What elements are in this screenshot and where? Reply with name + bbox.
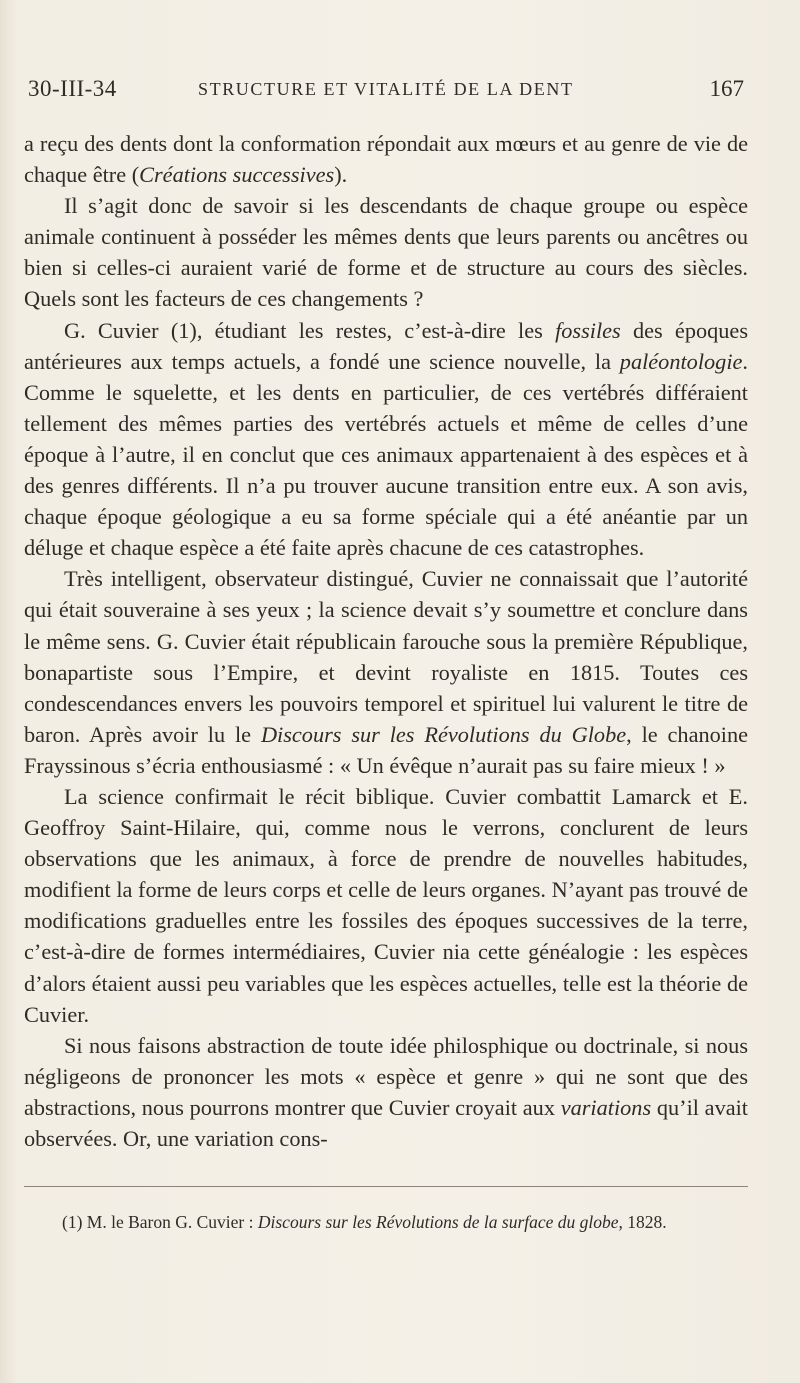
paragraph-1-italic: Créations successives <box>139 162 335 188</box>
paragraph-5: La science confirmait le récit biblique. Cuvier combattit Lamarck et E. Geoffroy Saint-Hilaire, qui, comme nous le verrons, conclurent de leurs observations que les animaux, à force de prendre de nouvelles habitudes, modifient la forme de leurs corps et celle de leurs organes. N’ayant pas trouvé de modifications graduelles entre les fossiles des époques successives de la terre, c’est-à-dire de formes intermédiaires, Cuvier nia cette généalogie : les espèces d’alors étaient aussi peu variables que les espèces actuelles, telle est la théorie de Cuvier. <box>24 783 748 1027</box>
header-title: STRUCTURE ET VITALITÉ DE LA DENT <box>198 79 574 99</box>
page-number: 167 <box>709 76 744 101</box>
paragraph-6 <box>24 1030 748 1154</box>
running-header <box>28 76 744 106</box>
paragraph-3-text-a: G. Cuvier (1), étudiant les restes, c’est-à-dire les <box>64 317 556 343</box>
footnote-text-b: , 1828. <box>618 1212 667 1232</box>
paragraph-3-italic-paleontologie: paléontologie <box>619 348 743 374</box>
header-date: 30-III-34 <box>28 76 117 101</box>
paragraph-1 <box>24 128 748 190</box>
paragraph-2: Il s’agit donc de savoir si les descendants de chaque groupe ou espèce animale continuent à posséder les mêmes dents que leurs parents ou ancêtres ou bien si celles-ci auraient varié de forme et de structure au cours des siècles. Quels sont les facteurs de ces changements ? <box>24 193 748 312</box>
paragraph-6-text-b: qu’il avait observées. Or, une variation cons- <box>24 1094 749 1151</box>
footnote-divider <box>24 1186 748 1187</box>
paragraph-1-text: a reçu des dents dont la conformation répondait aux mœurs et au genre de vie de chaque être ( <box>24 131 748 188</box>
paragraph-6-italic: variations <box>560 1094 652 1120</box>
footnote-italic-title: Discours sur les Révolutions de la surface du globe <box>257 1212 619 1232</box>
footnote-text-a: (1) M. le Baron G. Cuvier : <box>62 1212 258 1232</box>
paragraph-3-italic-fossiles: fossiles <box>555 317 621 343</box>
paragraph-6-text-a: Si nous faisons abstraction de toute idée philosphique ou doctrinale, si nous négligeons de prononcer les mots « espèce et genre » qui ne sont que des abstractions, nous pourrons montrer que Cuvier croyait aux <box>24 1032 748 1120</box>
paragraph-4-italic-title: Discours sur les Révolutions du Globe <box>260 721 627 747</box>
paragraph-4-text-b: , le chanoine Frayssinous s’écria enthousiasmé : « Un évêque n’aurait pas su faire mieux ! » <box>24 721 749 778</box>
paragraph-4-text-a: Très intelligent, observateur distingué, Cuvier ne connaissait que l’autorité qui était souveraine à ses yeux ; la science devait s’y soumettre et conclure dans le même sens. G. Cuvier était républicain farouche sous la première République, bonapartiste sous l’Empire, et devint royaliste en 1815. Toutes ces condescendances envers les pouvoirs temporel et spirituel lui valurent le titre de baron. Après avoir lu le <box>24 566 748 747</box>
paragraph-1-end: ). <box>334 162 348 188</box>
paragraph-4 <box>24 563 748 781</box>
footnote <box>24 1210 748 1234</box>
paragraph-3 <box>24 315 748 564</box>
paragraph-3-text-b: des époques antérieures aux temps actuels, a fondé une science nouvelle, la <box>24 317 748 374</box>
body-text <box>24 128 748 1154</box>
paragraph-3-text-c: . Comme le squelette, et les dents en particulier, de ces vertébrés différaient tellement des mêmes parties des vertébrés actuels et même de celles d’une époque à l’autre, il en conclut que ces animaux appartenaient à des espèces et à des genres différents. Il n’a pu trouver aucune transition entre eux. A son avis, chaque époque géologique a eu sa forme spéciale qui a été anéantie par un déluge et chaque espèce a été faite après chacune de ces catastrophes. <box>24 348 748 561</box>
